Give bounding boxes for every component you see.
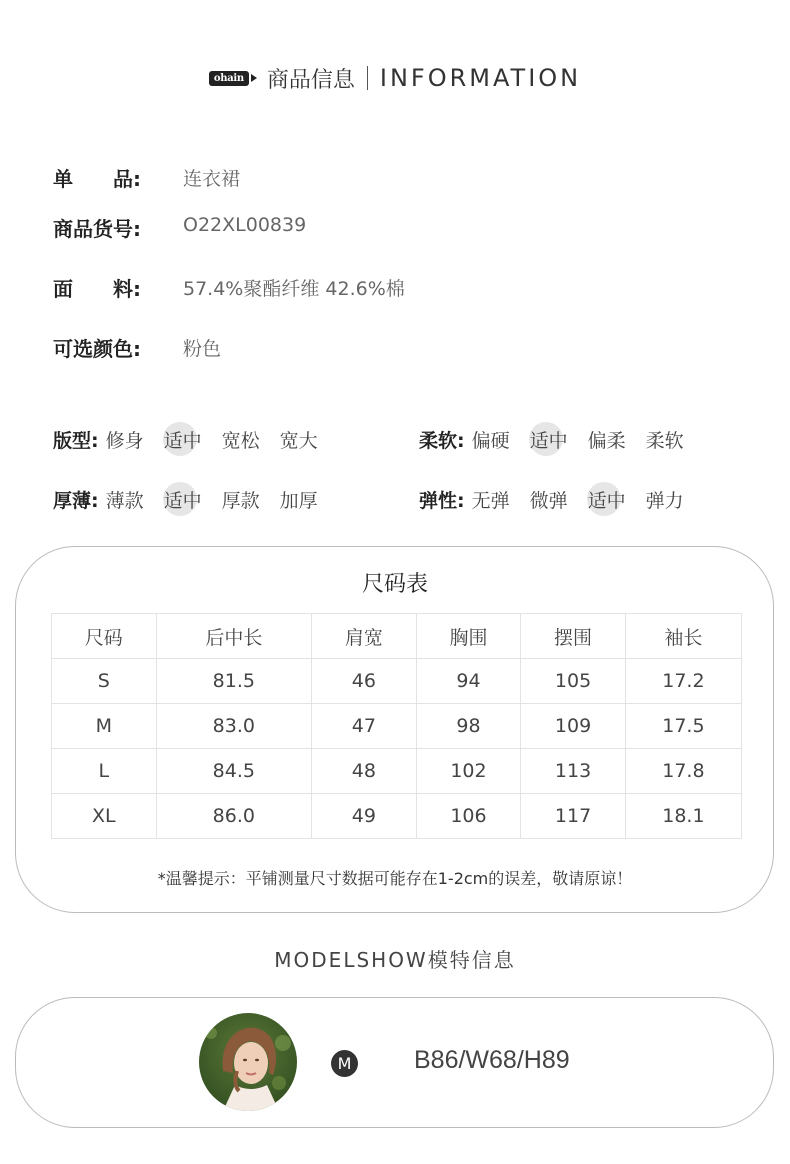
header-divider: [367, 66, 368, 90]
table-cell: 117: [521, 794, 626, 839]
table-cell: 83.0: [156, 704, 312, 749]
model-section-title: MODELSHOW模特信息: [274, 948, 516, 972]
info-value-fabric: 57.4%聚酯纤维 42.6%棉: [183, 278, 405, 300]
model-avatar: [199, 1013, 297, 1111]
table-cell: L: [52, 749, 157, 794]
attr-elasticity-option: 微弹: [529, 489, 568, 512]
info-value-colors: 粉色: [183, 338, 222, 360]
table-cell: 109: [521, 704, 626, 749]
table-cell: 17.2: [625, 659, 741, 704]
info-label-fabric: 面 料:: [53, 277, 141, 301]
size-chart-header-cell: 后中长: [156, 614, 312, 659]
attr-elasticity-label: 弹性:: [419, 489, 465, 512]
table-row: [52, 704, 742, 749]
measurement-note: *温馨提示：平铺测量尺寸数据可能存在1-2cm的误差，敬请原谅！: [157, 869, 633, 888]
header-title-cn: 商品信息: [266, 67, 355, 93]
size-chart-header-cell: 尺码: [52, 614, 157, 659]
table-cell: 17.5: [625, 704, 741, 749]
attr-fit-option: 宽松: [221, 429, 260, 452]
model-size-badge: M: [331, 1050, 358, 1077]
table-cell: 48: [312, 749, 417, 794]
table-row: [52, 659, 742, 704]
attr-softness: [419, 424, 703, 454]
attr-thickness-option: 厚款: [221, 489, 260, 512]
attr-thickness-option-selected: 适中: [163, 486, 203, 513]
table-cell: 102: [416, 749, 521, 794]
table-cell: 46: [312, 659, 417, 704]
attr-fit-option: 宽大: [279, 429, 318, 452]
table-cell: 94: [416, 659, 521, 704]
table-row: [52, 794, 742, 839]
size-chart-title: 尺码表: [361, 572, 428, 597]
table-cell: 81.5: [156, 659, 312, 704]
attr-thickness: [53, 484, 337, 514]
size-chart-header-cell: 胸围: [416, 614, 521, 659]
header-title-en: INFORMATION: [379, 64, 582, 92]
table-cell: 86.0: [156, 794, 312, 839]
table-cell: XL: [52, 794, 157, 839]
table-cell: 113: [521, 749, 626, 794]
attr-softness-option: 偏硬: [471, 429, 510, 452]
attr-fit-option: 修身: [105, 429, 144, 452]
attr-softness-option-selected: 适中: [529, 426, 569, 453]
attr-softness-option: 偏柔: [587, 429, 626, 452]
table-cell: 106: [416, 794, 521, 839]
table-row: [52, 749, 742, 794]
play-icon: [251, 74, 257, 82]
attr-fit-label: 版型:: [53, 429, 99, 452]
section-header: [0, 58, 790, 98]
info-label-item: 单 品:: [53, 167, 141, 191]
size-chart-header-cell: 肩宽: [312, 614, 417, 659]
attr-thickness-option: 加厚: [279, 489, 318, 512]
table-cell: 18.1: [625, 794, 741, 839]
size-chart-header-cell: 袖长: [625, 614, 741, 659]
table-cell: 47: [312, 704, 417, 749]
info-label-colors: 可选颜色:: [53, 337, 141, 361]
table-cell: 49: [312, 794, 417, 839]
attr-thickness-option: 薄款: [105, 489, 144, 512]
size-chart-table: [51, 613, 742, 839]
model-card: [15, 997, 774, 1128]
attr-elasticity-option: 弹力: [645, 489, 684, 512]
table-cell: S: [52, 659, 157, 704]
attr-fit-option-selected: 适中: [163, 426, 203, 453]
table-cell: 98: [416, 704, 521, 749]
attr-softness-label: 柔软:: [419, 429, 465, 452]
attr-thickness-label: 厚薄:: [53, 489, 99, 512]
attr-softness-option: 柔软: [645, 429, 684, 452]
table-cell: 84.5: [156, 749, 312, 794]
attr-elasticity-option-selected: 适中: [587, 486, 627, 513]
table-cell: M: [52, 704, 157, 749]
table-cell: 105: [521, 659, 626, 704]
info-value-item: 连衣裙: [183, 168, 241, 190]
size-chart-header-row: [52, 614, 742, 659]
attr-elasticity-option: 无弹: [471, 489, 510, 512]
model-measurements: B86/W68/H89: [414, 1046, 570, 1074]
info-value-sku: O22XL00839: [183, 214, 307, 236]
table-cell: 17.8: [625, 749, 741, 794]
attr-elasticity: [419, 484, 703, 514]
attr-fit: [53, 424, 337, 454]
brand-logo: ohain: [209, 71, 249, 86]
size-chart-header-cell: 摆围: [521, 614, 626, 659]
model-photo: [199, 1013, 297, 1111]
info-label-sku: 商品货号:: [53, 217, 141, 241]
